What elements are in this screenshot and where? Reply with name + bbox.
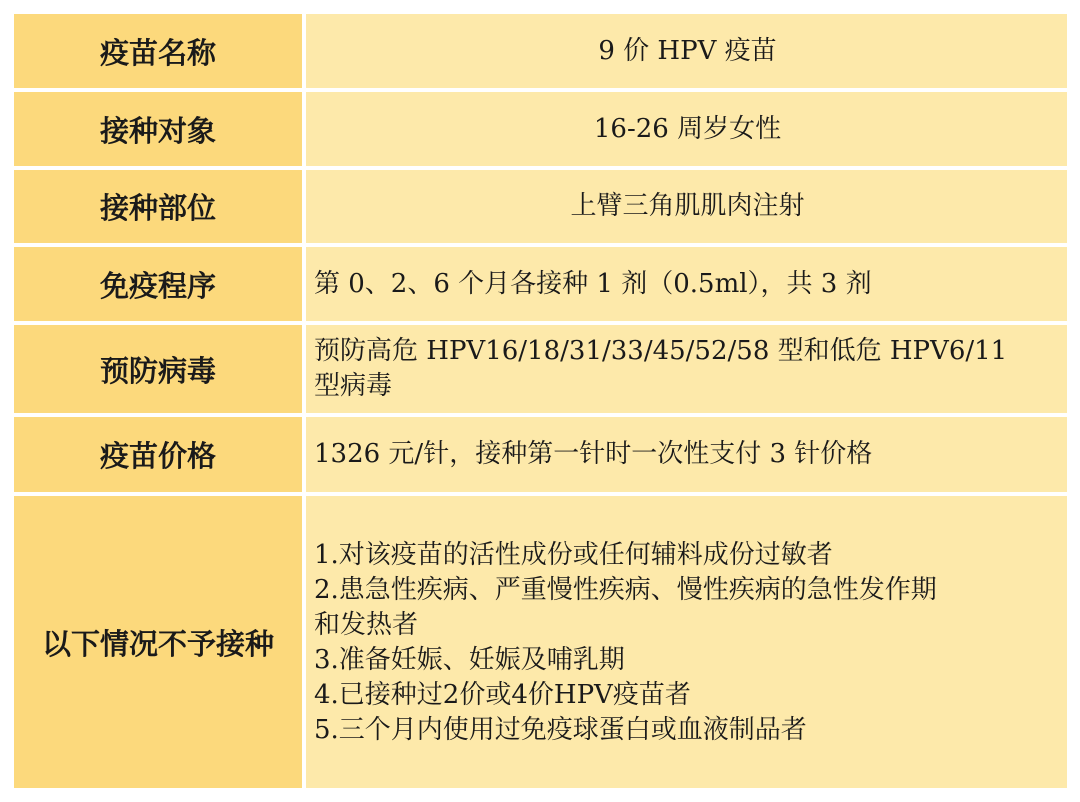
contraindication-line: 4.已接种过2价或4价HPV疫苗者	[314, 680, 691, 710]
label-price: 疫苗价格	[14, 417, 302, 492]
contraindication-line: 和发热者	[314, 610, 419, 640]
value-contraindications	[306, 496, 1067, 788]
contraindication-line: 2.患急性疾病、严重慢性疾病、慢性疾病的急性发作期	[314, 575, 937, 605]
label-contraindications: 以下情况不予接种	[14, 496, 302, 788]
label-injection-site: 接种部位	[14, 170, 302, 243]
value-injection-site: 上臂三角肌肌肉注射	[306, 170, 1067, 243]
contraindication-line: 1.对该疫苗的活性成份或任何辅料成份过敏者	[314, 540, 833, 570]
virus-line: 型病毒	[314, 371, 393, 401]
label-prevented-virus: 预防病毒	[14, 325, 302, 413]
label-vaccine-name: 疫苗名称	[14, 14, 302, 88]
value-price: 1326 元/针，接种第一针时一次性支付 3 针价格	[306, 417, 1067, 492]
contraindication-line: 5.三个月内使用过免疫球蛋白或血液制品者	[314, 715, 807, 745]
virus-line: 预防高危 HPV16/18/31/33/45/52/58 型和低危 HPV6/11	[314, 336, 1008, 366]
label-schedule: 免疫程序	[14, 247, 302, 321]
value-target-group: 16-26 周岁女性	[306, 92, 1067, 166]
value-schedule: 第 0、2、6 个月各接种 1 剂（0.5ml），共 3 剂	[306, 247, 1067, 321]
label-target-group: 接种对象	[14, 92, 302, 166]
value-vaccine-name: 9 价 HPV 疫苗	[306, 14, 1067, 88]
contraindication-line: 3.准备妊娠、妊娠及哺乳期	[314, 645, 625, 675]
vaccine-info-table	[14, 14, 1067, 788]
value-prevented-virus	[306, 325, 1067, 413]
